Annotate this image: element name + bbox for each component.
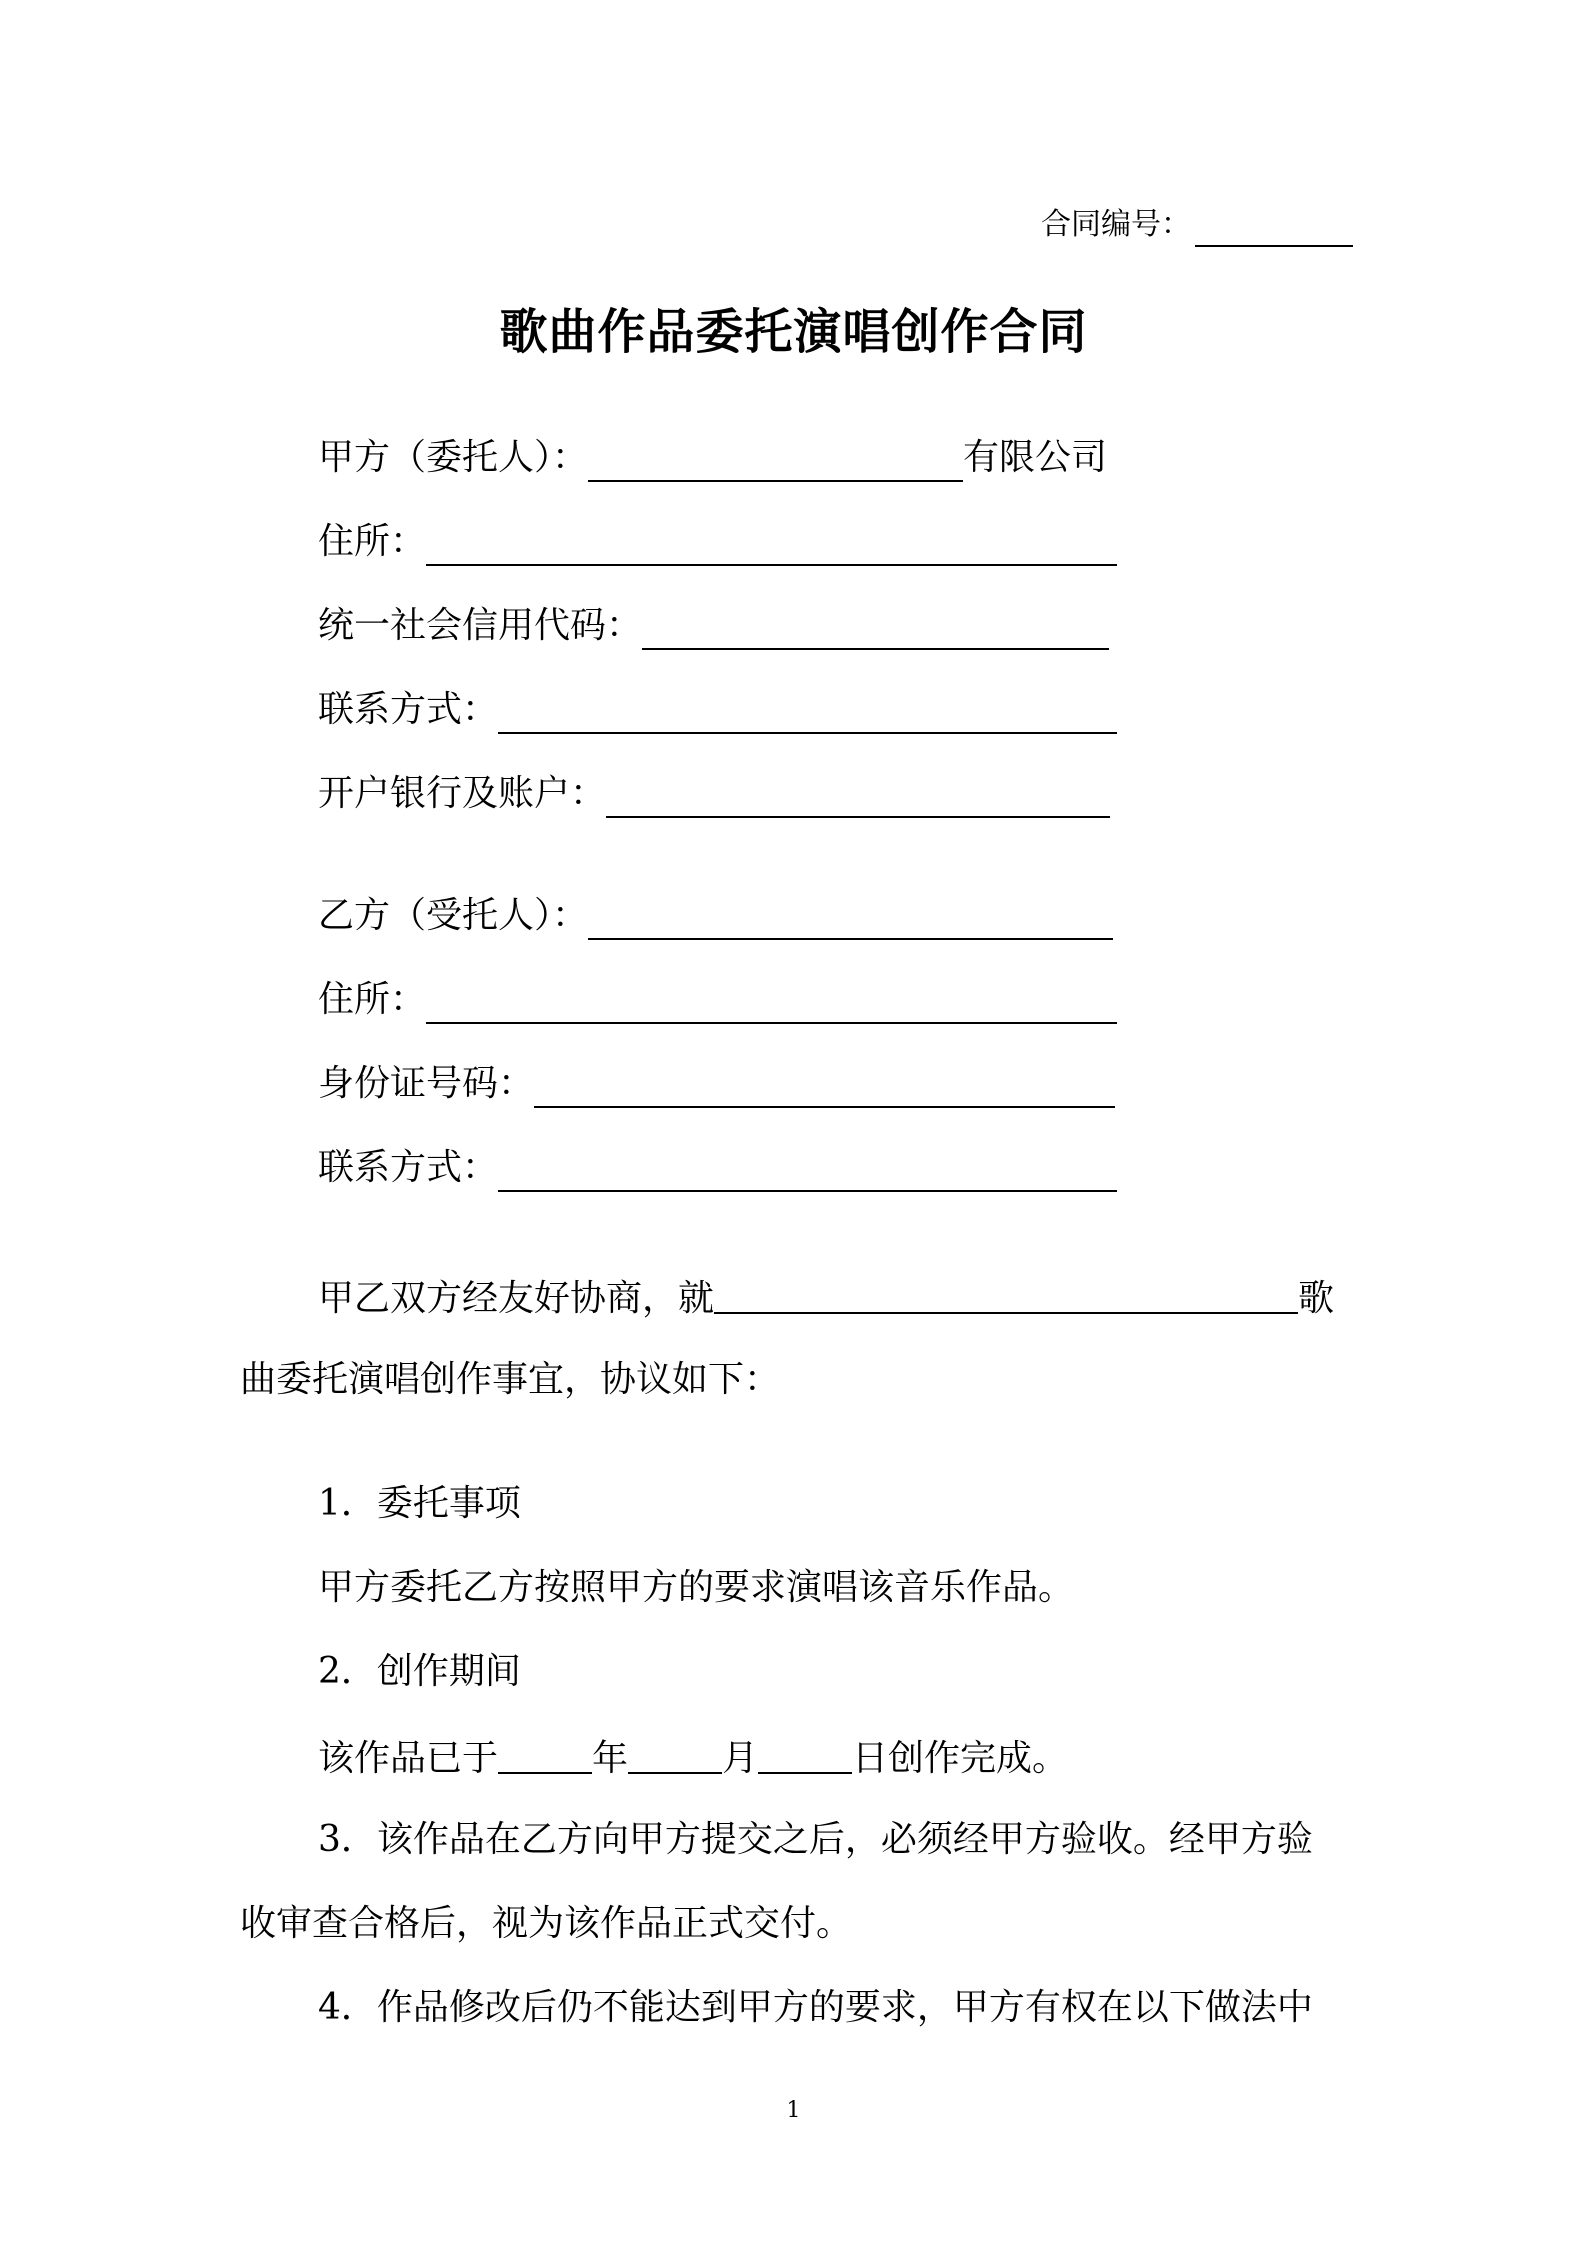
intro-line-1 [240,1272,1353,1323]
page-number: 1 [786,2098,801,2123]
party-b-contact-blank [498,1150,1117,1192]
section-3-line-2: 收审查合格后，视为该作品正式交付。 [240,1903,853,1944]
party-b-address-blank [426,982,1117,1024]
party-a-address-label: 住所： [318,521,427,562]
section-3-line-1: 3．该作品在乙方向甲方提交之后，必须经甲方验收。经甲方验 [318,1819,1313,1860]
party-a-name-suffix: 有限公司 [963,437,1108,478]
section-2-heading: 2．创作期间 [318,1651,521,1692]
party-a-bank-field [318,770,1110,818]
section-2-body: 该作品已于 年 月 日创作完成。 [240,1732,1353,1783]
party-b-id-blank [534,1066,1115,1108]
party-a-name-label: 甲方（委托人）： [318,437,589,478]
song-name-blank [714,1272,1298,1314]
section-1-heading: 1．委托事项 [318,1483,521,1524]
month-blank [628,1732,722,1774]
section-1-body: 甲方委托乙方按照甲方的要求演唱该音乐作品。 [318,1567,1075,1608]
party-a-name-field [318,434,1107,482]
party-a-address-blank [426,524,1117,566]
party-b-id-label: 身份证号码： [318,1063,535,1104]
party-b-contact-field [318,1144,1117,1192]
party-b-address-label: 住所： [318,979,427,1020]
party-b-name-blank [588,898,1113,940]
party-a-credit-code-field [318,602,1109,650]
intro-prefix: 甲乙双方经友好协商，就 [318,1278,715,1319]
party-a-contact-blank [498,692,1117,734]
party-a-contact-field [318,686,1117,734]
party-b-name-label: 乙方（受托人）： [318,895,589,936]
contract-number-label: 合同编号： [1041,207,1191,242]
party-a-credit-code-blank [642,608,1109,650]
contract-number-blank [1195,215,1353,247]
intro-suffix: 歌 [1298,1278,1335,1319]
day-blank [758,1732,852,1774]
party-a-name-blank [588,440,963,482]
contract-number-field [1041,203,1353,247]
intro-line-2: 曲委托演唱创作事宜，协议如下： [240,1359,781,1400]
party-a-bank-label: 开户银行及账户： [318,773,607,814]
party-b-address-field [318,976,1117,1024]
year-blank [498,1732,592,1774]
party-b-name-field [318,892,1113,940]
party-a-contact-label: 联系方式： [318,689,499,730]
party-a-address-field [318,518,1117,566]
party-b-contact-label: 联系方式： [318,1147,499,1188]
section-4-line-1: 4．作品修改后仍不能达到甲方的要求，甲方有权在以下做法中 [318,1987,1313,2028]
party-a-credit-code-label: 统一社会信用代码： [318,605,643,646]
document-title: 歌曲作品委托演唱创作合同 [499,304,1088,360]
party-a-bank-blank [606,776,1110,818]
party-b-id-field [318,1060,1115,1108]
